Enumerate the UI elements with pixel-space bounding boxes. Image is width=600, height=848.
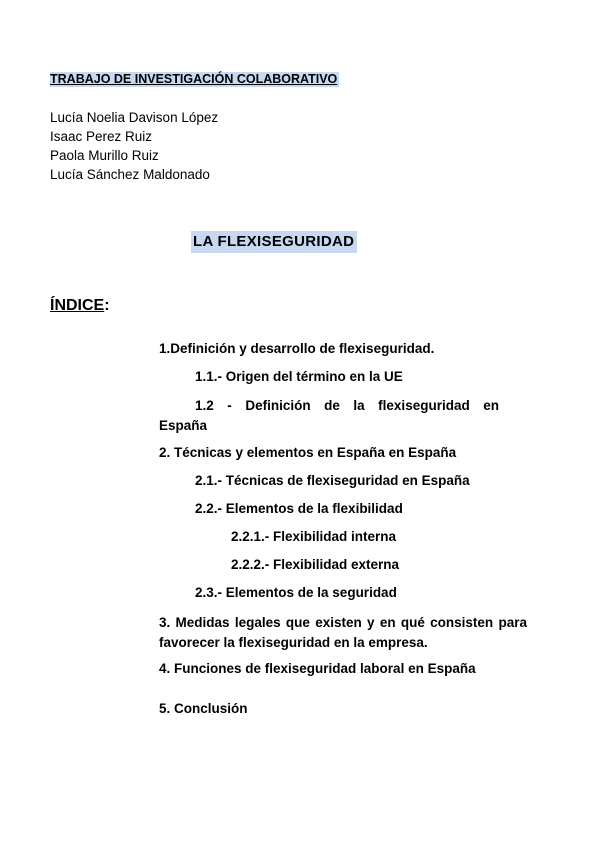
toc-item: 2.2.- Elementos de la flexibilidad <box>195 501 403 516</box>
author-name: Lucía Sánchez Maldonado <box>50 167 210 182</box>
toc-item: 1.Definición y desarrollo de flexiseguridad. <box>159 341 435 356</box>
header-title: TRABAJO DE INVESTIGACIÓN COLABORATIVO <box>50 72 338 86</box>
toc-item: 4. Funciones de flexiseguridad laboral en España <box>159 661 476 676</box>
toc-item: 5. Conclusión <box>159 701 248 716</box>
toc-item: 2.3.- Elementos de la seguridad <box>195 585 397 600</box>
toc-item: 1.1.- Origen del término en la UE <box>195 369 403 384</box>
toc-item: 2.2.1.- Flexibilidad interna <box>231 529 397 544</box>
index-heading-colon: : <box>104 297 110 314</box>
index-heading-text: ÍNDICE <box>50 297 105 314</box>
index-heading <box>50 297 110 315</box>
toc-item: 2. Técnicas y elementos en España en España <box>159 445 457 460</box>
toc-item: 3. Medidas legales que existen y en qué consisten para favorecer la flexiseguridad en la empresa. <box>159 615 527 650</box>
author-name: Paola Murillo Ruiz <box>50 148 159 163</box>
author-name: Isaac Perez Ruiz <box>50 129 153 144</box>
toc-item: 2.2.2.- Flexibilidad externa <box>231 557 400 572</box>
toc-item: 2.1.- Técnicas de flexiseguridad en España <box>195 473 470 488</box>
toc-item-text: 1.2 - Definición de la flexiseguridad en España <box>159 398 499 433</box>
toc-item <box>159 396 499 436</box>
author-name: Lucía Noelia Davison López <box>50 110 219 125</box>
document-title: LA FLEXISEGURIDAD <box>191 231 357 253</box>
